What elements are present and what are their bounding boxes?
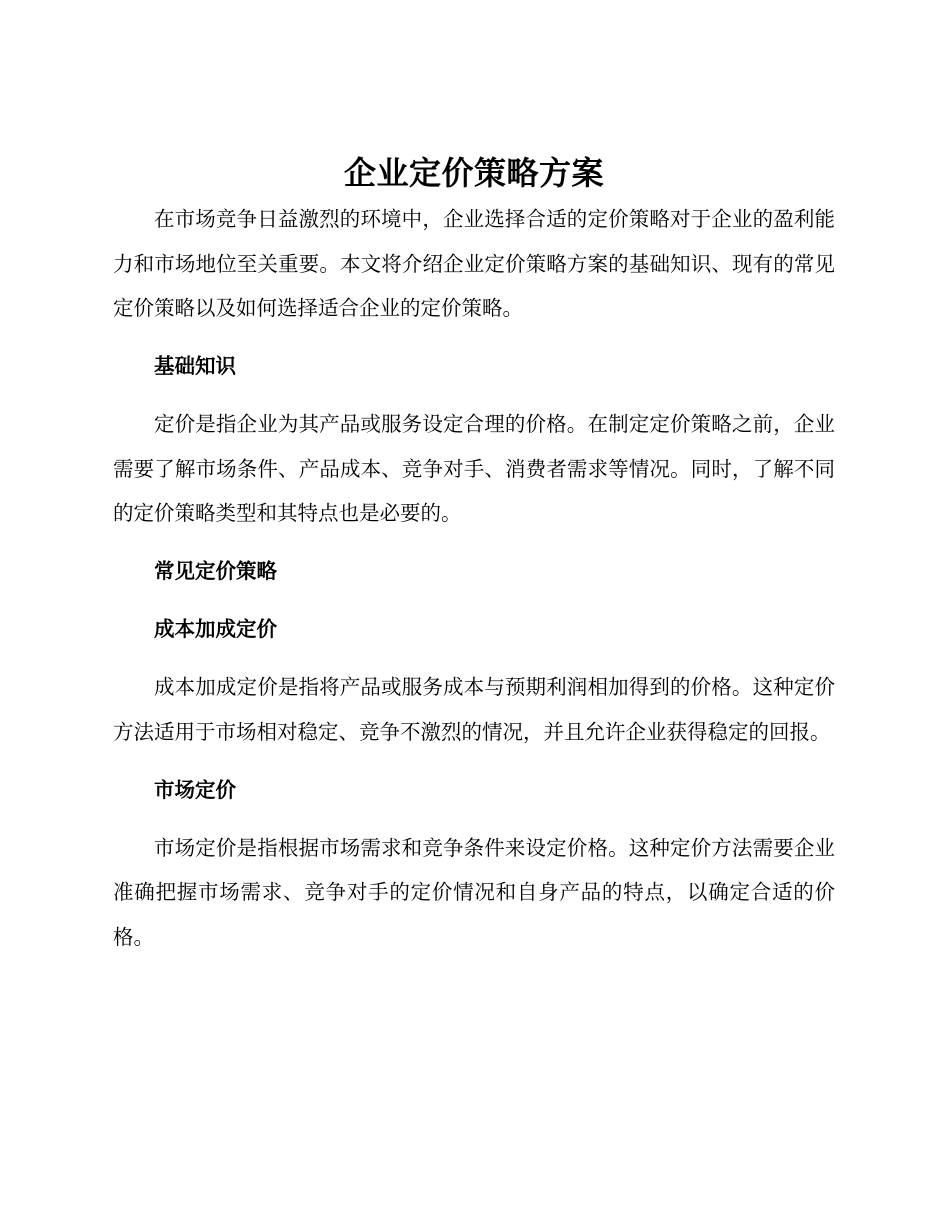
spacer — [113, 594, 835, 608]
intro-paragraph: 在市场竞争日益激烈的环境中，企业选择合适的定价策略对于企业的盈利能力和市场地位至关重要。本文将介绍企业定价策略方案的基础知识、现有的常见定价策略以及如何选择适合企业的定价策略。 — [113, 207, 835, 320]
section-heading-common-strategies: 常见定价策略 — [154, 559, 277, 583]
spacer — [113, 812, 835, 826]
document-content — [113, 152, 835, 959]
spacer — [113, 754, 835, 768]
spacer — [113, 331, 835, 345]
spacer — [113, 389, 835, 403]
spacer — [113, 536, 835, 550]
section-heading-basics: 基础知识 — [154, 354, 236, 378]
section-heading-market-pricing: 市场定价 — [154, 777, 236, 802]
spacer — [113, 652, 835, 666]
section-body-basics: 定价是指企业为其产品或服务设定合理的价格。在制定定价策略之前，企业需要了解市场条件、产品成本、竞争对手、消费者需求等情况。同时，了解不同的定价策略类型和其特点也是必要的。 — [113, 412, 835, 525]
section-heading-cost-plus: 成本加成定价 — [154, 617, 277, 641]
section-body-cost-plus: 成本加成定价是指将产品或服务成本与预期利润相加得到的价格。这种定价方法适用于市场相对稳定、竞争不激烈的情况，并且允许企业获得稳定的回报。 — [113, 675, 835, 744]
document-title: 企业定价策略方案 — [343, 154, 604, 192]
section-body-market-pricing: 市场定价是指根据市场需求和竞争条件来设定价格。这种定价方法需要企业准确把握市场需求、竞争对手的定价情况和自身产品的特点，以确定合适的价格。 — [113, 835, 835, 949]
